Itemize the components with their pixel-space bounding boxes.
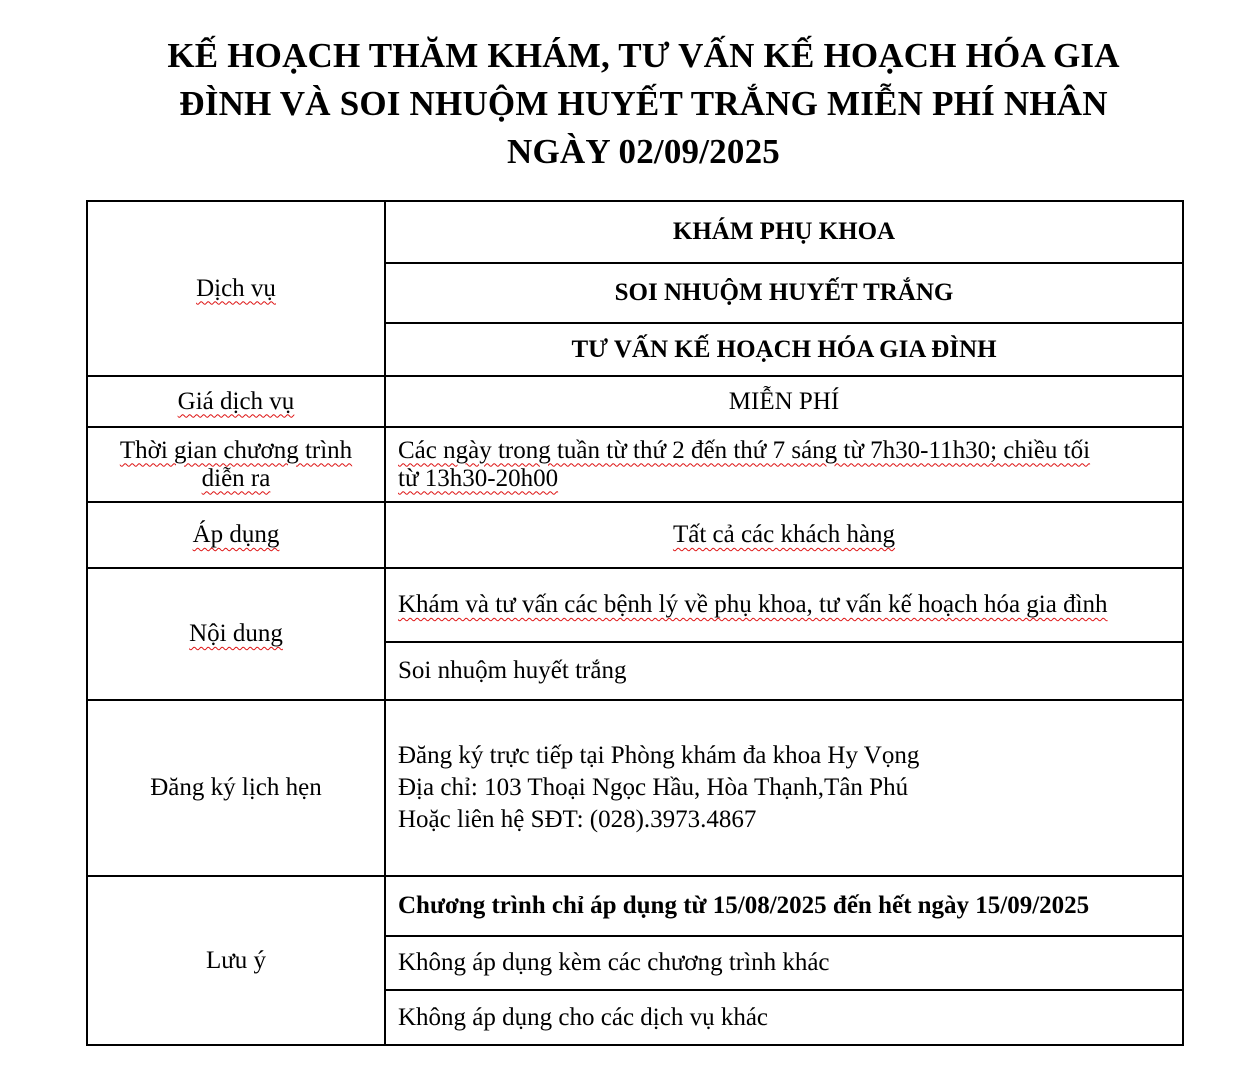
service-item: KHÁM PHỤ KHOA: [385, 201, 1183, 263]
gia-value: MIỄN PHÍ: [385, 376, 1183, 427]
dang-ky-line: Hoặc liên hệ SĐT: (028).3973.4867: [398, 806, 757, 833]
thoi-gian-value: Các ngày trong tuần từ thứ 2 đến thứ 7 sáng từ 7h30-11h30; chiều tối từ 13h30-20h00: [385, 427, 1183, 502]
dang-ky-line: Đăng ký trực tiếp tại Phòng khám đa khoa Hy Vọng: [398, 742, 920, 769]
service-item: TƯ VẤN KẾ HOẠCH HÓA GIA ĐÌNH: [385, 323, 1183, 376]
service-item: SOI NHUỘM HUYẾT TRẮNG: [385, 263, 1183, 323]
luu-y-item: Không áp dụng kèm các chương trình khác: [385, 936, 1183, 990]
gia-label: Giá dịch vụ: [87, 376, 385, 427]
title-line-1: KẾ HOẠCH THĂM KHÁM, TƯ VẤN KẾ HOẠCH HÓA GIA: [167, 36, 1120, 75]
noi-dung-item: Khám và tư vấn các bệnh lý về phụ khoa, tư vấn kế hoạch hóa gia đình: [385, 568, 1183, 642]
luu-y-item: Chương trình chỉ áp dụng từ 15/08/2025 đến hết ngày 15/09/2025: [385, 876, 1183, 936]
noi-dung-label: Nội dung: [87, 568, 385, 700]
noi-dung-item: Soi nhuộm huyết trắng: [385, 642, 1183, 700]
ap-dung-value: Tất cả các khách hàng: [385, 502, 1183, 568]
plan-table: [86, 200, 1184, 1046]
page-title: [130, 32, 1157, 176]
title-line-3: NGÀY 02/09/2025: [507, 132, 780, 171]
ap-dung-label: Áp dụng: [87, 502, 385, 568]
title-line-2: ĐÌNH VÀ SOI NHUỘM HUYẾT TRẮNG MIỄN PHÍ NHÂN: [179, 84, 1108, 123]
dang-ky-line: Địa chỉ: 103 Thoại Ngọc Hầu, Hòa Thạnh,Tân Phú: [398, 774, 909, 801]
dang-ky-label: Đăng ký lịch hẹn: [87, 700, 385, 876]
thoi-gian-label: Thời gian chương trình diễn ra: [87, 427, 385, 502]
luu-y-item: Không áp dụng cho các dịch vụ khác: [385, 990, 1183, 1045]
luu-y-label: Lưu ý: [87, 876, 385, 1045]
dang-ky-value: [385, 700, 1183, 876]
dich-vu-label: Dịch vụ: [87, 201, 385, 376]
